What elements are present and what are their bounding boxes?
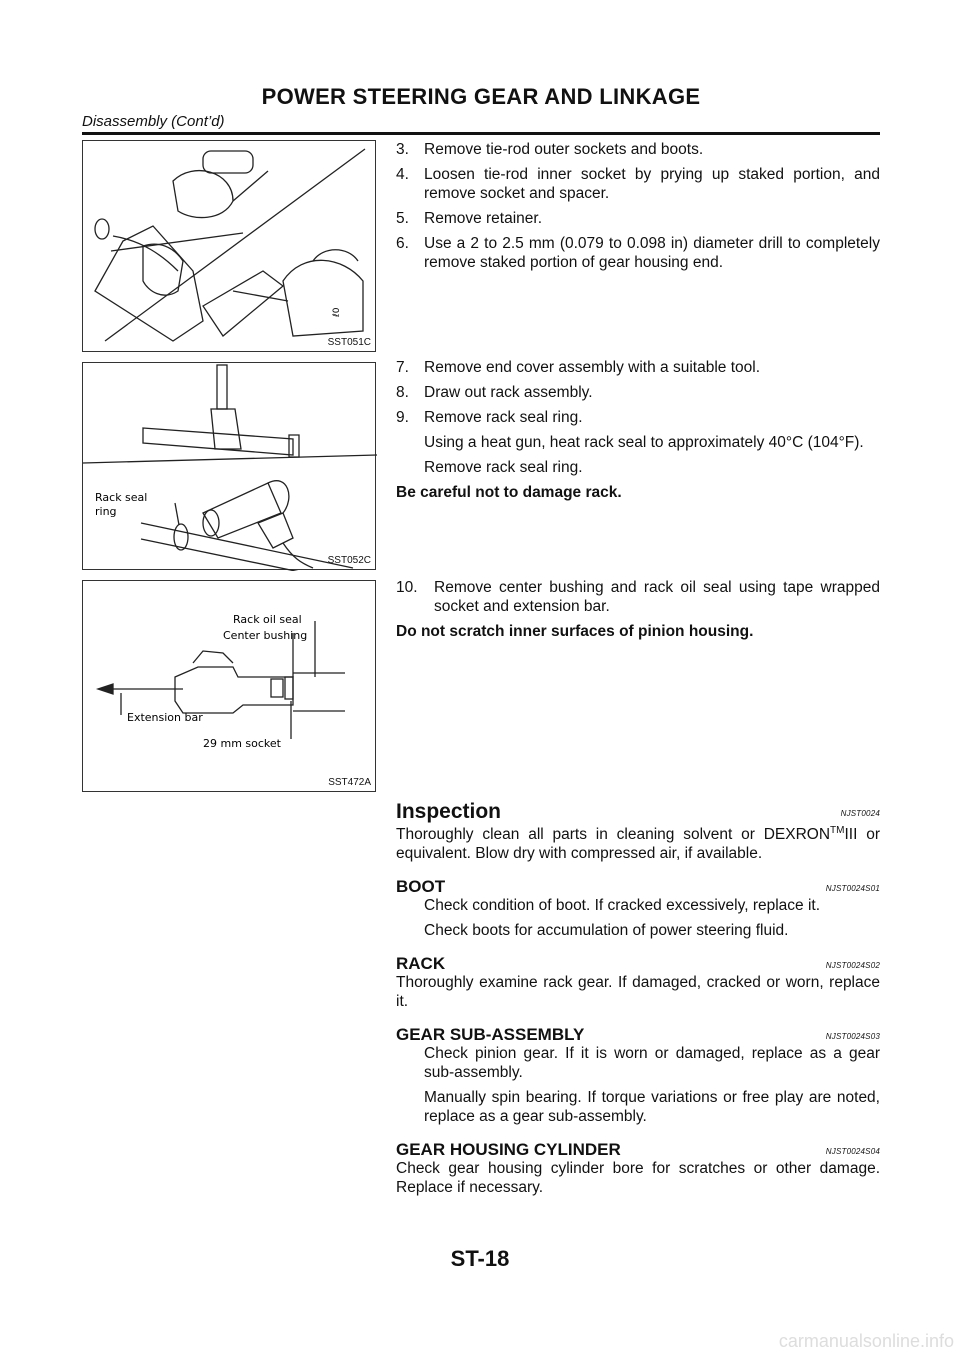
figure-label: 29 mm socket <box>203 737 281 750</box>
step-item: 10. Remove center bushing and rack oil seal using tape wrapped socket and extension bar. <box>396 579 880 615</box>
subsection-heading-housing: GEAR HOUSING CYLINDER NJST0024S04 <box>396 1140 880 1160</box>
steps-group-b <box>396 358 880 508</box>
step-item: 3. Remove tie-rod outer sockets and boots. <box>396 141 704 158</box>
figure-label: Rack seal <box>95 491 148 504</box>
step-subtext: Remove rack seal ring. <box>424 459 583 476</box>
watermark: carmanualsonline.info <box>778 1331 954 1351</box>
step-subtext: Using a heat gun, heat rack seal to approximately 40°C (104°F). <box>424 434 864 451</box>
inspection-section <box>396 794 880 1203</box>
reference-code: NJST0024S03 <box>825 1032 880 1042</box>
steps-group-a <box>396 140 880 278</box>
paragraph: Check pinion gear. If it is worn or damaged, replace as a gear sub-assembly. <box>424 1045 880 1082</box>
section-heading: Inspection NJST0024 <box>396 800 880 823</box>
caution-text: Be careful not to damage rack. <box>396 484 622 501</box>
figure-code: SST052C <box>327 555 371 566</box>
figure-code: SST472A <box>328 777 371 788</box>
step-item: 4. Loosen tie-rod inner socket by prying up staked portion, and remove socket and spacer. <box>396 166 880 202</box>
step-item: 8. Draw out rack assembly. <box>396 384 593 401</box>
paragraph: Thoroughly examine rack gear. If damaged, cracked or worn, replace it. <box>396 974 880 1011</box>
figure-label: Rack oil seal <box>233 613 302 626</box>
step-item: 5. Remove retainer. <box>396 210 543 227</box>
figure-code: SST051C <box>327 337 371 348</box>
subsection-heading-boot: BOOT NJST0024S01 <box>396 877 880 897</box>
figure-sst052c <box>82 362 376 570</box>
paragraph: Check gear housing cylinder bore for scratches or other damage. Replace if necessary. <box>396 1160 880 1197</box>
drill-illustration <box>83 141 377 353</box>
extension-bar-illustration <box>83 581 377 793</box>
heat-gun-illustration <box>83 363 377 571</box>
inspection-intro: Thoroughly clean all parts in cleaning solvent or DEXRON™III or equivalent. Blow dry with compressed air, if available. <box>396 825 880 863</box>
figure-label: Center bushing <box>223 629 308 642</box>
figure-label: ring <box>95 505 117 518</box>
reference-code: NJST0024S04 <box>825 1147 880 1157</box>
caution-text: Do not scratch inner surfaces of pinion housing. <box>396 623 754 640</box>
page-subtitle: Disassembly (Cont’d) <box>82 113 225 130</box>
subsection-heading-gear-sub: GEAR SUB-ASSEMBLY NJST0024S03 <box>396 1025 880 1045</box>
step-item: 6. Use a 2 to 2.5 mm (0.079 to 0.098 in) diameter drill to completely remove staked portion of gear housing end. <box>396 235 880 271</box>
step-item: 9. Remove rack seal ring. <box>396 409 583 426</box>
reference-code: NJST0024S01 <box>825 884 880 894</box>
subsection-heading-rack: RACK NJST0024S02 <box>396 954 880 974</box>
reference-code: NJST0024S02 <box>825 961 880 971</box>
steps-group-c <box>396 578 880 647</box>
page-title: POWER STEERING GEAR AND LINKAGE <box>261 84 701 109</box>
reference-code: NJST0024 <box>840 809 880 818</box>
svg-text:ℓ0: ℓ0 <box>332 307 342 317</box>
paragraph: Manually spin bearing. If torque variations or free play are noted, replace as a gear sub-assembly. <box>424 1089 880 1126</box>
paragraph: Check boots for accumulation of power steering fluid. <box>424 922 789 940</box>
header-rule <box>82 132 880 135</box>
figure-sst472a <box>82 580 376 792</box>
figure-label: Extension bar <box>127 711 203 724</box>
page-number: ST-18 <box>450 1246 510 1271</box>
page-header <box>82 84 880 130</box>
figure-sst051c <box>82 140 376 352</box>
step-item: 7. Remove end cover assembly with a suitable tool. <box>396 359 760 376</box>
paragraph: Check condition of boot. If cracked excessively, replace it. <box>424 897 821 915</box>
